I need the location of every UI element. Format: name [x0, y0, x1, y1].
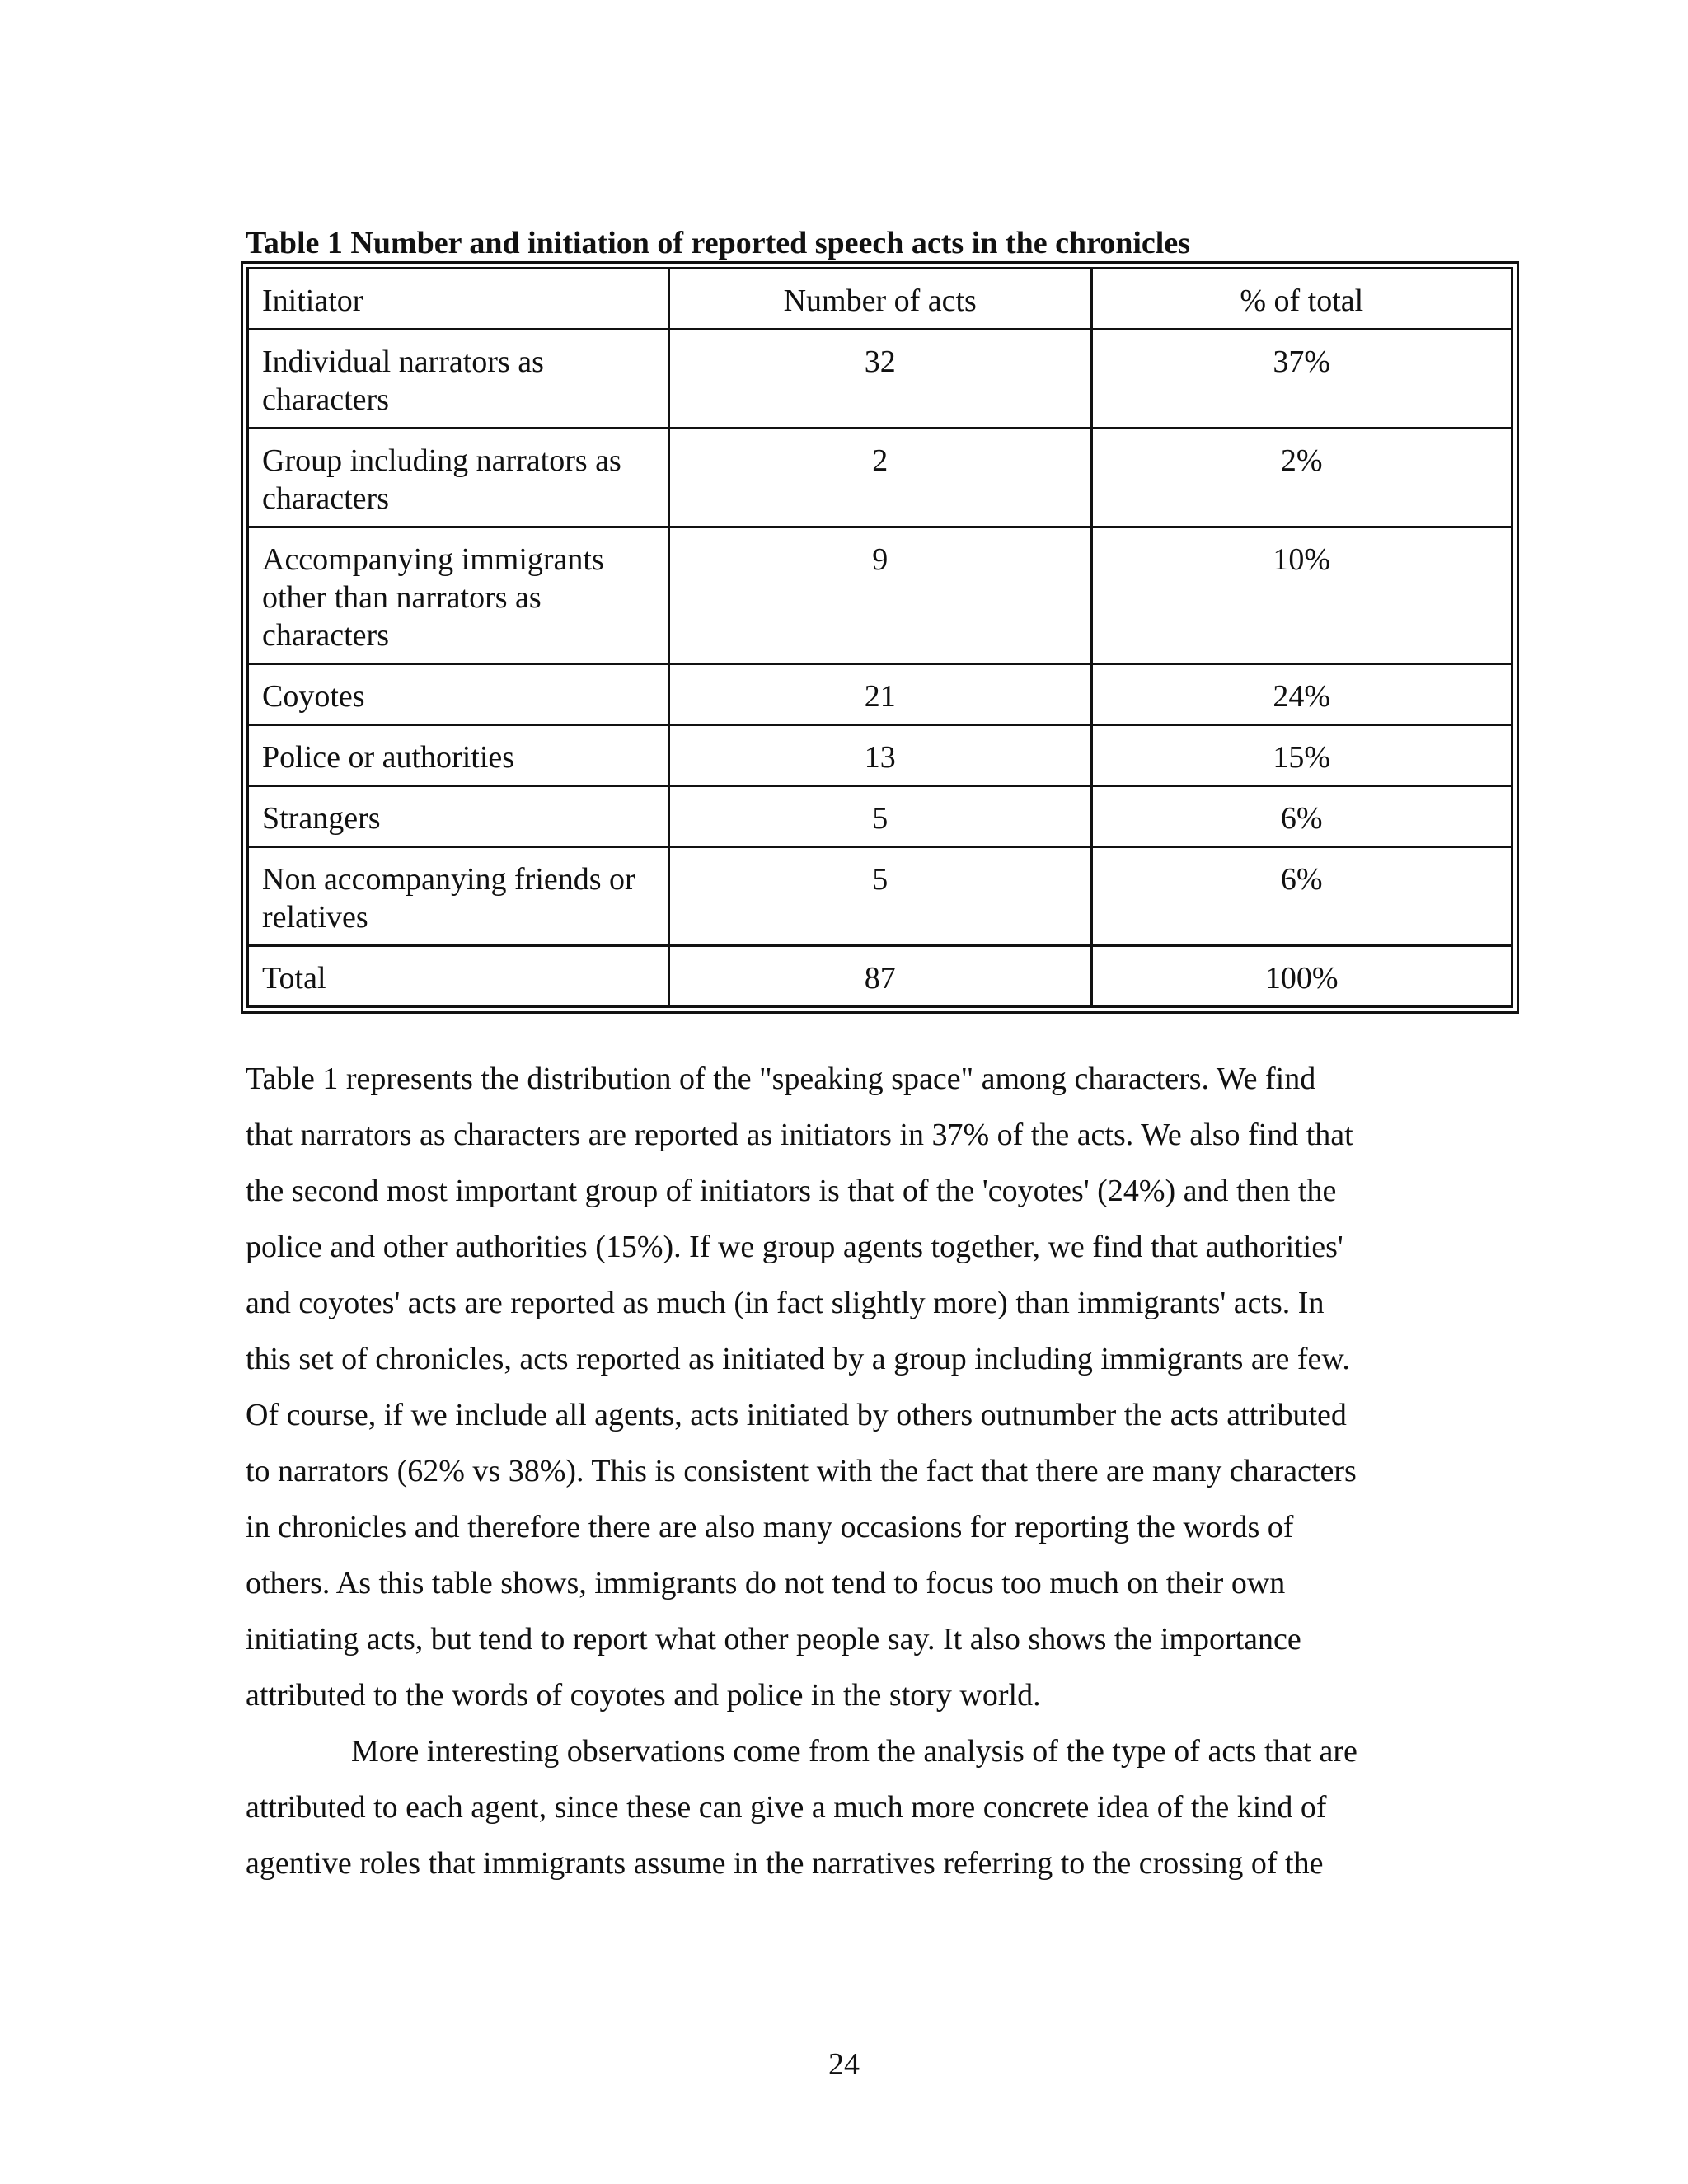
cell-percent: 100%	[1091, 946, 1512, 1007]
text-line: agentive roles that immigrants assume in the narratives referring to the crossing of the	[246, 1846, 1324, 1881]
table-frame	[241, 261, 1519, 1014]
table-row	[248, 664, 1512, 725]
cell-initiator	[248, 429, 669, 527]
cell-line: Police or authorities	[262, 740, 515, 775]
cell-line: Accompanying immigrants	[262, 542, 604, 577]
text-line: police and other authorities (15%). If we group agents together, we find that authorities'	[246, 1230, 1343, 1264]
cell-acts: 21	[668, 664, 1091, 725]
cell-line: characters	[262, 618, 389, 653]
table-total-row	[248, 946, 1512, 1007]
paragraph	[246, 1051, 1465, 1723]
cell-initiator	[248, 946, 669, 1007]
cell-line: other than narrators as	[262, 580, 542, 615]
text-line: More interesting observations come from the analysis of the type of acts that are	[351, 1734, 1357, 1769]
table-row	[248, 725, 1512, 786]
text-line: others. As this table shows, immigrants do not tend to focus too much on their own	[246, 1566, 1286, 1601]
data-table	[246, 267, 1513, 1008]
cell-percent: 6%	[1091, 847, 1512, 946]
text-line: this set of chronicles, acts reported as initiated by a group including immigrants are few.	[246, 1342, 1350, 1376]
cell-acts: 9	[668, 527, 1091, 664]
cell-acts: 32	[668, 330, 1091, 429]
text-line: initiating acts, but tend to report what other people say. It also shows the importance	[246, 1622, 1301, 1657]
header-number-of-acts: Number of acts	[668, 269, 1091, 330]
text-line: attributed to each agent, since these can give a much more concrete idea of the kind of	[246, 1790, 1327, 1825]
table-row	[248, 330, 1512, 429]
table-caption: Table 1 Number and initiation of reported speech acts in the chronicles	[246, 226, 1191, 260]
cell-initiator	[248, 330, 669, 429]
table-row	[248, 527, 1512, 664]
cell-line: Individual narrators as	[262, 344, 544, 379]
cell-percent: 2%	[1091, 429, 1512, 527]
paragraph	[246, 1723, 1465, 1891]
cell-line: Total	[262, 961, 326, 996]
cell-initiator	[248, 664, 669, 725]
cell-initiator	[248, 847, 669, 946]
cell-initiator	[248, 527, 669, 664]
cell-percent: 15%	[1091, 725, 1512, 786]
cell-acts: 87	[668, 946, 1091, 1007]
header-initiator: Initiator	[248, 269, 669, 330]
cell-line: Group including narrators as	[262, 443, 621, 478]
cell-percent: 10%	[1091, 527, 1512, 664]
table-row	[248, 786, 1512, 847]
text-line: attributed to the words of coyotes and police in the story world.	[246, 1678, 1041, 1713]
text-line: the second most important group of initiators is that of the 'coyotes' (24%) and then the	[246, 1174, 1337, 1208]
table-row	[248, 847, 1512, 946]
text-line: Of course, if we include all agents, acts initiated by others outnumber the acts attributed	[246, 1398, 1347, 1432]
page-number: 24	[828, 2047, 860, 2082]
text-line: to narrators (62% vs 38%). This is consistent with the fact that there are many characters	[246, 1454, 1357, 1488]
text-line: that narrators as characters are reported as initiators in 37% of the acts. We also find that	[246, 1118, 1353, 1152]
text-line: and coyotes' acts are reported as much (in fact slightly more) than immigrants' acts. In	[246, 1286, 1325, 1320]
cell-percent: 24%	[1091, 664, 1512, 725]
cell-initiator	[248, 786, 669, 847]
cell-acts: 5	[668, 847, 1091, 946]
cell-initiator	[248, 725, 669, 786]
cell-line: characters	[262, 481, 389, 516]
body-text	[246, 1051, 1465, 1891]
cell-acts: 2	[668, 429, 1091, 527]
cell-percent: 37%	[1091, 330, 1512, 429]
text-line: Table 1 represents the distribution of the "speaking space" among characters. We find	[246, 1062, 1316, 1096]
cell-line: relatives	[262, 900, 368, 935]
header-percent-of-total: % of total	[1091, 269, 1512, 330]
cell-line: characters	[262, 382, 389, 417]
text-line: in chronicles and therefore there are also many occasions for reporting the words of	[246, 1510, 1294, 1544]
cell-acts: 5	[668, 786, 1091, 847]
table-row	[248, 429, 1512, 527]
table-header-row	[248, 269, 1512, 330]
cell-acts: 13	[668, 725, 1091, 786]
cell-line: Strangers	[262, 801, 381, 836]
cell-line: Non accompanying friends or	[262, 862, 635, 897]
cell-percent: 6%	[1091, 786, 1512, 847]
cell-line: Coyotes	[262, 679, 365, 714]
